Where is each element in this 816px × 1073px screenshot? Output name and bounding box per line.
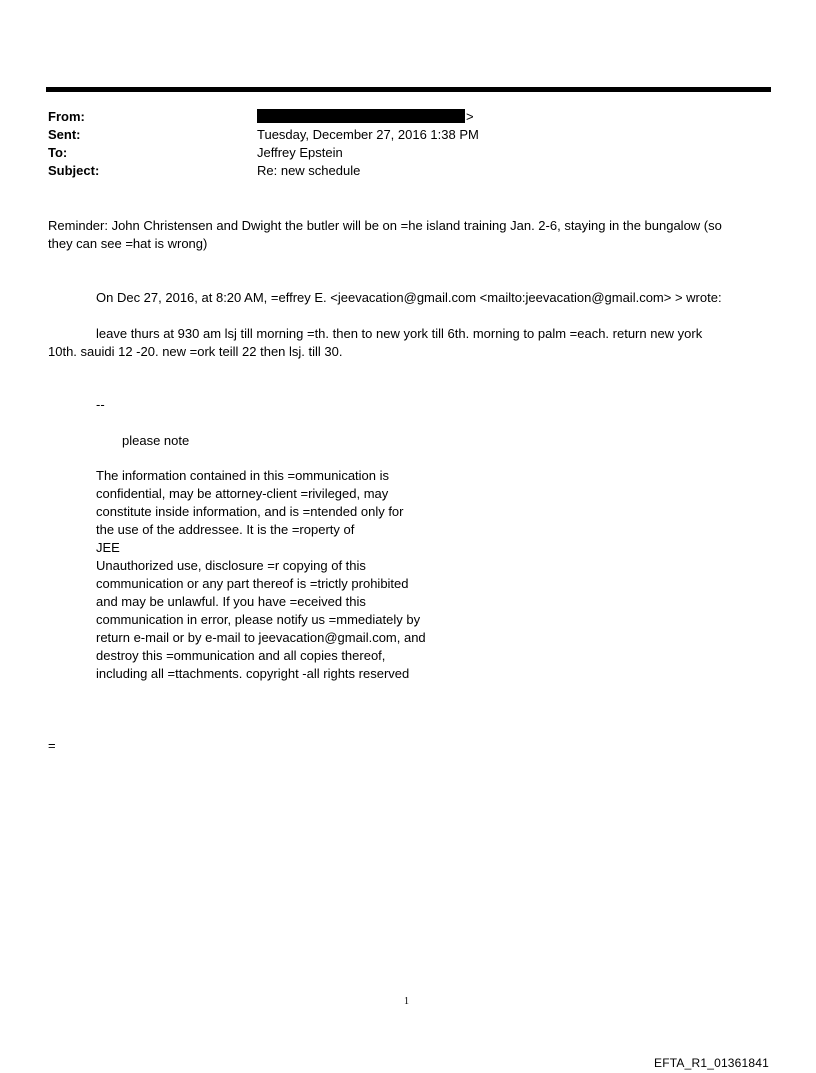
please-note: please note: [122, 433, 190, 448]
notice-line: the use of the addressee. It is the =roperty of: [96, 522, 355, 537]
sent-label: Sent:: [48, 127, 81, 142]
quote-header: On Dec 27, 2016, at 8:20 AM, =effrey E. <jeevacation@gmail.com <mailto:jeevacation@gmail.com> > wrote:: [96, 290, 722, 305]
reminder-line-1: Reminder: John Christensen and Dwight the butler will be on =he island training Jan. 2-6, staying in the bungalow (so: [48, 218, 722, 233]
confidentiality-notice: [96, 467, 426, 683]
to-value: Jeffrey Epstein: [257, 145, 343, 160]
notice-line: confidential, may be attorney-client =rivileged, may: [96, 486, 389, 501]
from-value-text: >: [466, 109, 474, 124]
notice-line: JEE: [96, 540, 120, 555]
notice-line: and may be unlawful. If you have =eceived this: [96, 594, 366, 609]
notice-line: destroy this =ommunication and all copies thereof,: [96, 648, 386, 663]
subject-value: Re: new schedule: [257, 163, 361, 178]
sent-value: Tuesday, December 27, 2016 1:38 PM: [257, 127, 479, 142]
trailing-equals: =: [48, 738, 56, 753]
notice-line: Unauthorized use, disclosure =r copying of this: [96, 558, 366, 573]
reminder-line-2: they can see =hat is wrong): [48, 236, 208, 251]
from-value: [257, 108, 474, 126]
signature-separator: --: [96, 397, 105, 412]
schedule-line-2: 10th. sauidi 12 -20. new =ork teill 22 then lsj. till 30.: [48, 344, 343, 359]
notice-line: including all =ttachments. copyright -all rights reserved: [96, 666, 410, 681]
redaction-block: [257, 109, 465, 123]
schedule-line-1: leave thurs at 930 am lsj till morning =th. then to new york till 6th. morning to palm =each. return new york: [96, 326, 703, 341]
header-rule: [46, 87, 771, 92]
from-label: From:: [48, 109, 85, 124]
notice-line: communication or any part thereof is =trictly prohibited: [96, 576, 409, 591]
to-label: To:: [48, 145, 68, 160]
notice-line: communication in error, please notify us =mmediately by: [96, 612, 421, 627]
notice-line: return e-mail or by e-mail to jeevacation@gmail.com, and: [96, 630, 426, 645]
page-number: 1: [404, 996, 409, 1007]
notice-line: constitute inside information, and is =ntended only for: [96, 504, 404, 519]
document-id: EFTA_R1_01361841: [654, 1056, 770, 1070]
notice-line: The information contained in this =ommunication is: [96, 468, 390, 483]
subject-label: Subject:: [48, 163, 100, 178]
